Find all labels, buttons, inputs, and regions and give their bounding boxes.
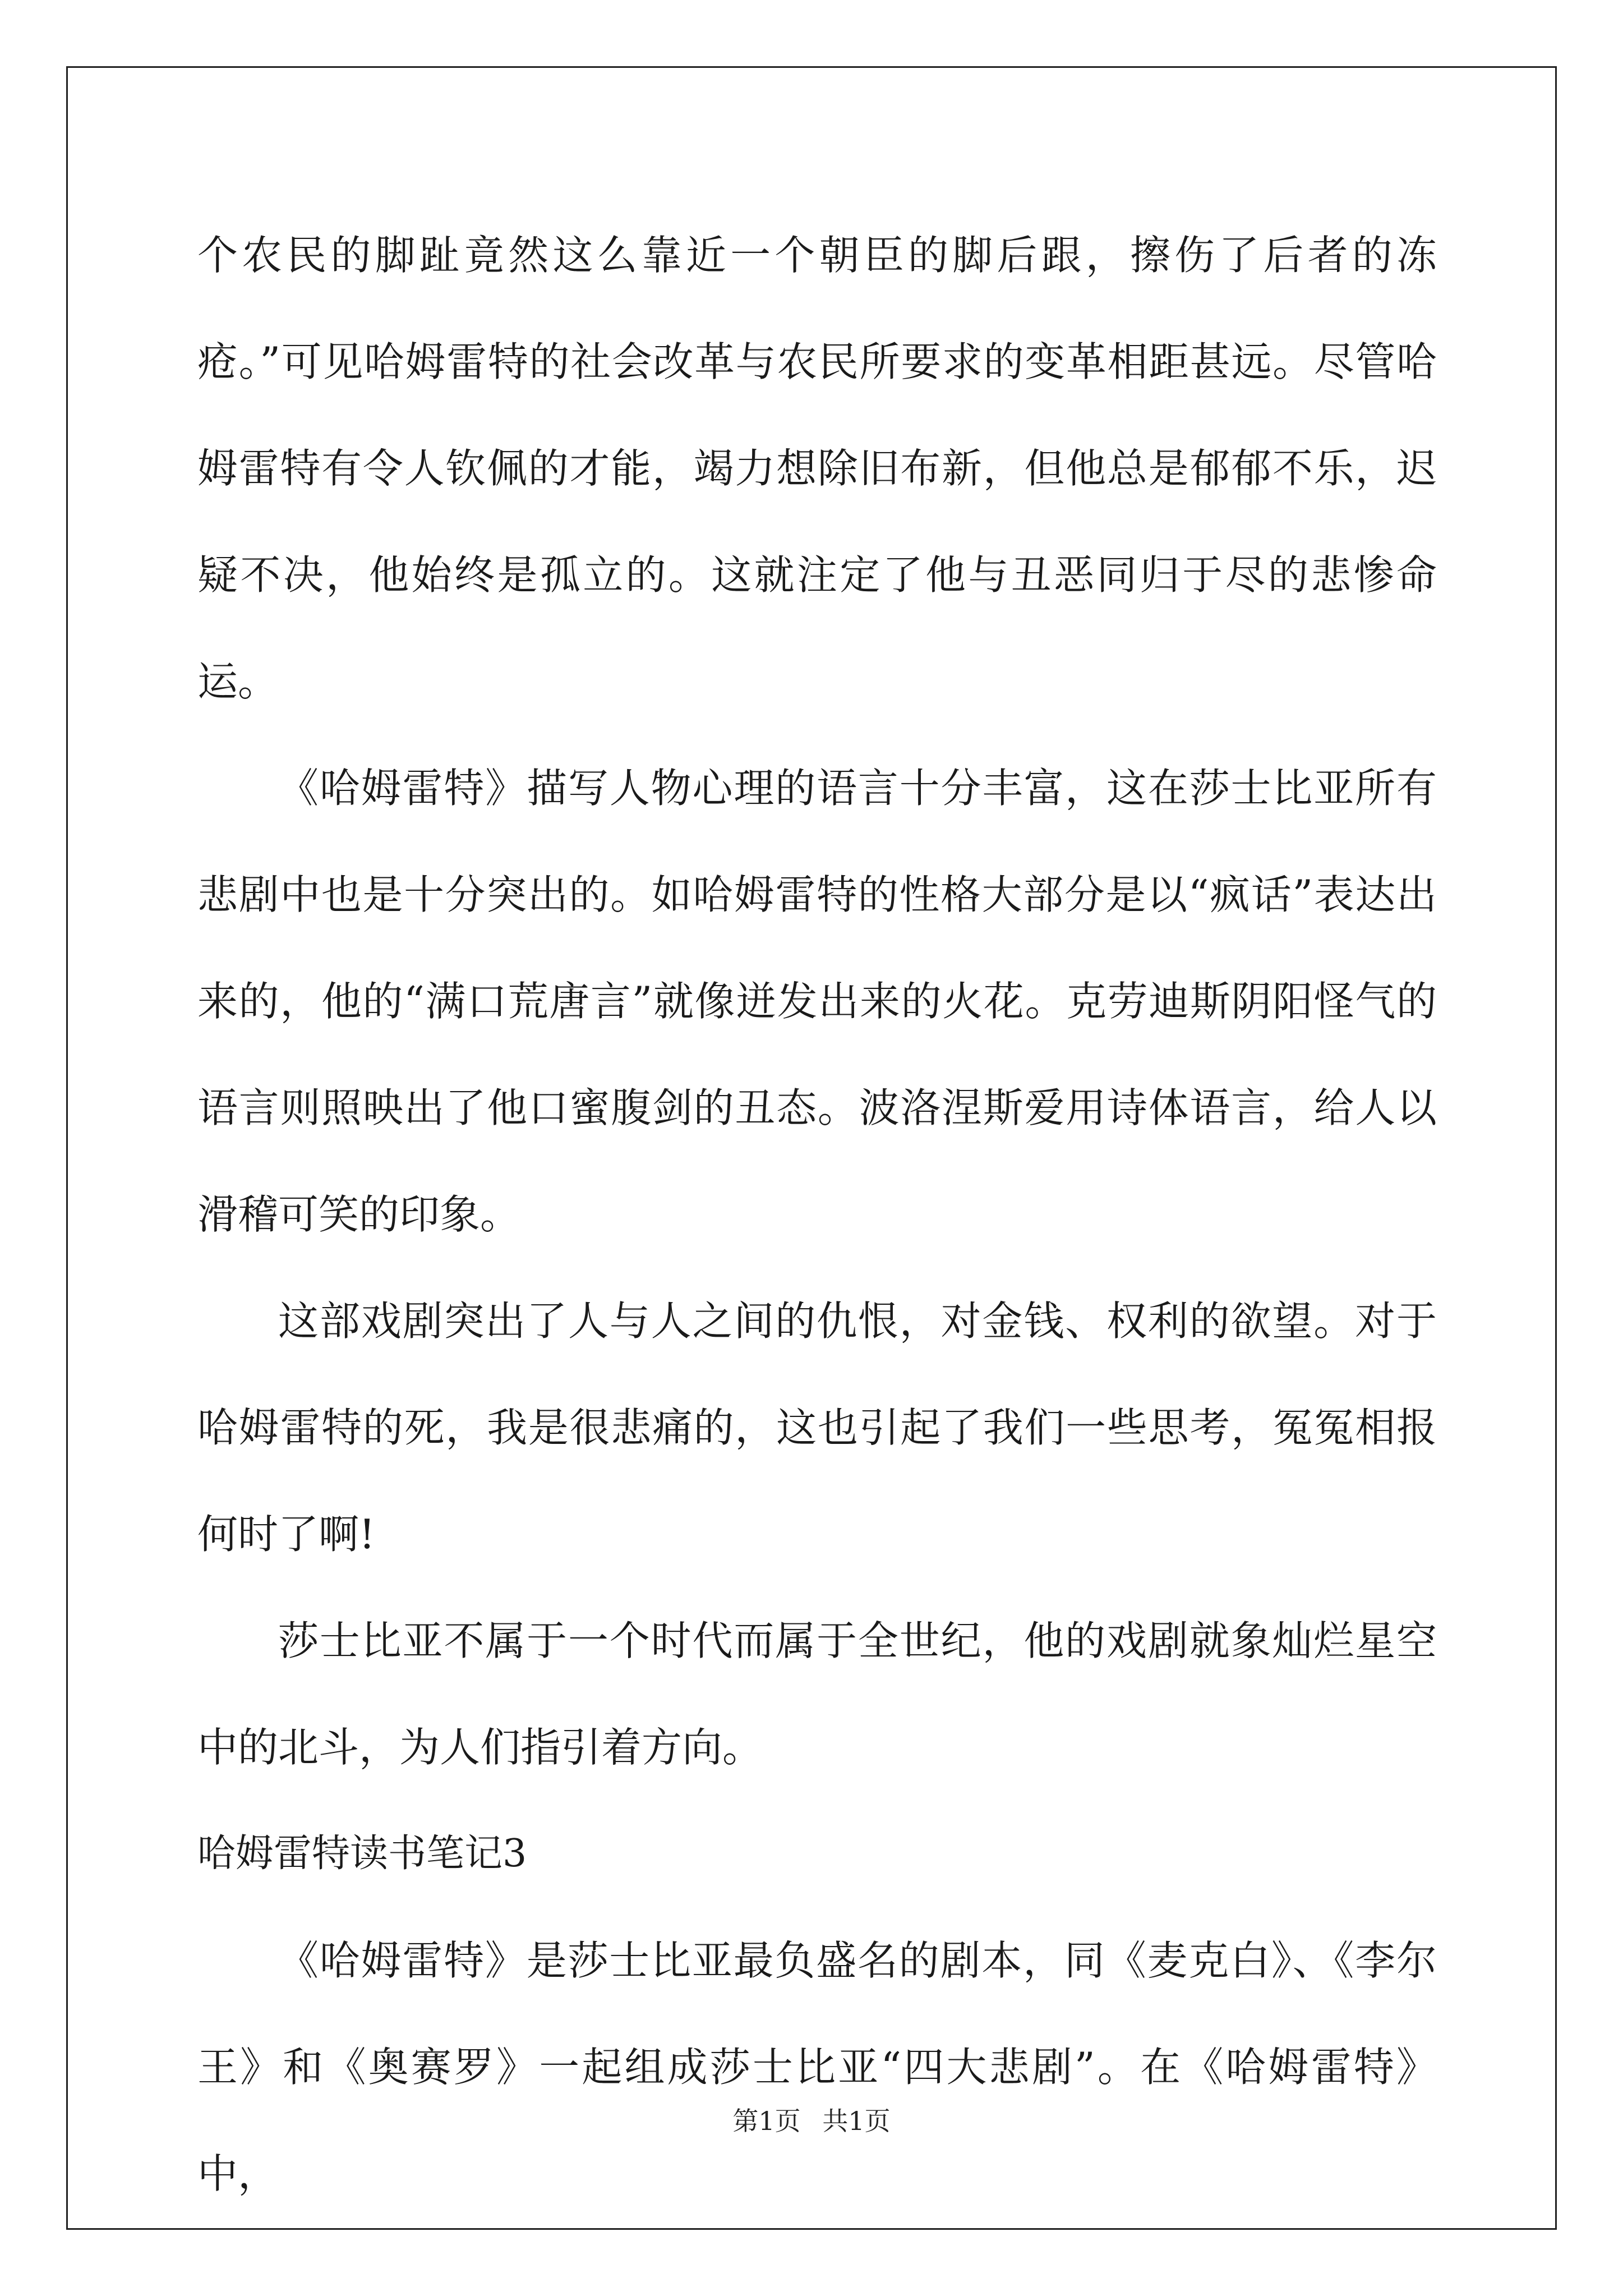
paragraph-3: 这部戏剧突出了人与人之间的仇恨，对金钱、权利的欲望。对于哈姆雷特的死，我是很悲痛的，这也引起了我们一些思考，冤冤相报何时了啊! [197, 1297, 1437, 1558]
paragraph-4: 莎士比亚不属于一个时代而属于全世纪，他的戏剧就象灿烂星空中的北斗，为人们指引着方向。 [197, 1617, 1437, 1771]
page-footer [0, 2101, 1623, 2138]
document-body [197, 202, 1437, 2227]
paragraph-1: 个农民的脚趾竟然这么靠近一个朝臣的脚后跟，擦伤了后者的冻疮。”可见哈姆雷特的社会改革与农民所要求的变革相距甚远。尽管哈姆雷特有令人钦佩的才能，竭力想除旧布新，但他总是郁郁不乐，迟疑不决，他始终是孤立的。这就注定了他与丑恶同归于尽的悲惨命运。 [197, 232, 1437, 705]
section-heading: 哈姆雷特读书笔记3 [197, 1832, 527, 1876]
page-number: 第1页 [732, 2106, 801, 2136]
paragraph-2: 《哈姆雷特》描写人物心理的语言十分丰富，这在莎士比亚所有悲剧中也是十分突出的。如哈姆雷特的性格大部分是以“疯话”表达出来的，他的“满口荒唐言”就像迸发出来的火花。克劳迪斯阴阳怪气的语言则照映出了他口蜜腹剑的丑态。波洛涅斯爱用诗体语言，给人以滑稽可笑的印象。 [197, 765, 1437, 1238]
paragraph-5: 《哈姆雷特》是莎士比亚最负盛名的剧本，同《麦克白》、《李尔王》和《奥赛罗》一起组成莎士比亚“四大悲剧”。在《哈姆雷特》中， [197, 1937, 1437, 2197]
page-total: 共1页 [822, 2106, 891, 2136]
